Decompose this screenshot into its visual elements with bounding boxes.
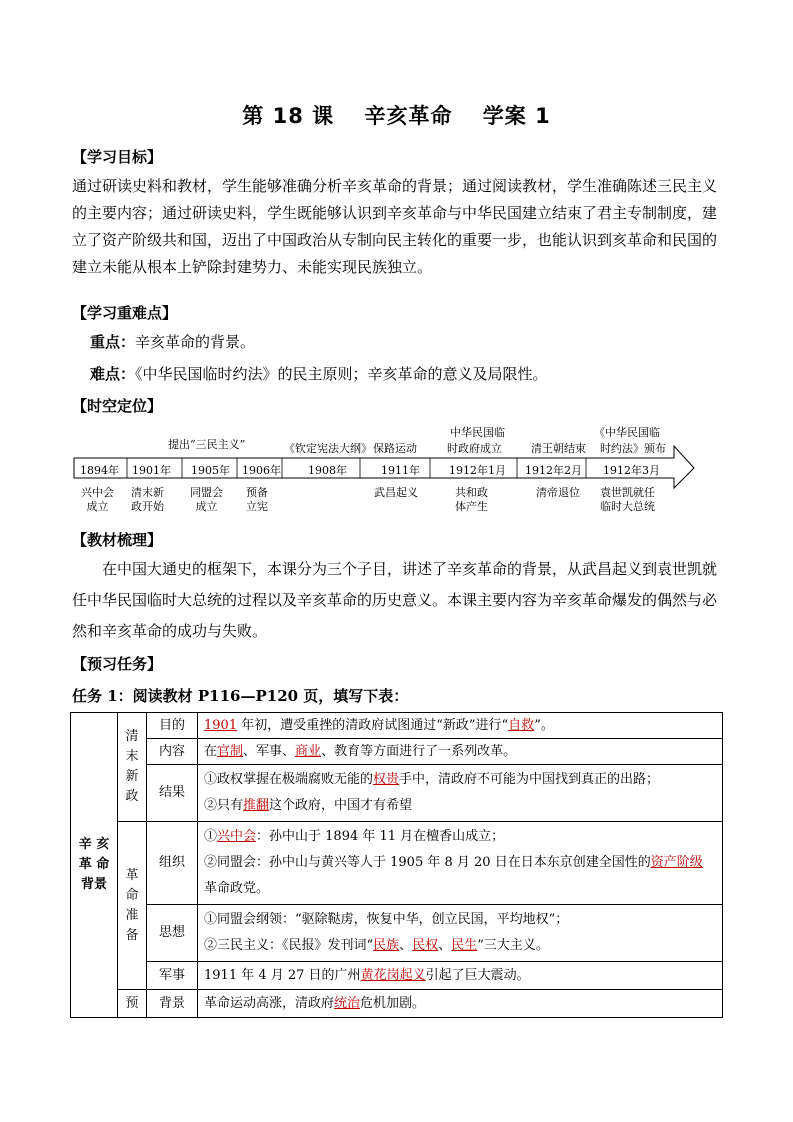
- timeline-event: 提出“三民主义”: [168, 438, 246, 451]
- background-table: [70, 712, 723, 1018]
- timeline-year: 1894年: [80, 464, 119, 477]
- timeline-event: 共和政 体产生: [455, 486, 488, 513]
- cell-thought: ①同盟会纲领：“驱除鞑虏，恢复中华，创立民国，平均地权”； ②三民主义：《民报》发刊词“民族、民权、民生”三大主义。: [198, 905, 723, 962]
- key-label: 重点：: [90, 333, 136, 351]
- timeline-event: 保路运动: [373, 442, 417, 455]
- outline-text: 在中国大通史的框架下，本课分为三个子目，讲述了辛亥革命的背景，从武昌起义到袁世凯就任中华民国临时大总统的过程以及辛亥革命的历史意义。本课主要内容为辛亥革命爆发的偶然与必然和辛亥革命的成功与失败。: [72, 560, 718, 640]
- timeline-event: 兴中会 成立: [81, 486, 114, 513]
- timeline-event: 清帝退位: [536, 486, 580, 499]
- timeline-year: 1912年1月: [449, 464, 506, 477]
- group-revolution-prep: 革 命 准 备: [118, 822, 147, 990]
- label-thought: 思想: [147, 905, 198, 962]
- objectives-text: 通过研读史料和教材，学生能够准确分析辛亥革命的背景；通过阅读教材，学生准确陈述三民主义的主要内容；通过研读史料，学生既能够认识到辛亥革命与中华民国建立结束了君主专制制度，建立了资产阶级共和国，迈出了中国政治从专制向民主转化的重要一步，也能认识到亥革命和民国的建立未能从根本上铲除封建势力、未能实现民族独立。: [72, 177, 718, 276]
- label-content: 内容: [147, 739, 198, 765]
- timeline-event: 《中华民国临: [594, 426, 660, 439]
- timeline-year: 1905年: [191, 464, 230, 477]
- key-point: [90, 331, 255, 352]
- timeline-heading: 【时空定位】: [72, 397, 163, 415]
- timeline-event: 中华民国临: [450, 426, 505, 439]
- cell-background: 革命运动高涨，清政府统治危机加剧。: [198, 990, 723, 1018]
- timeline-event: 袁世凯就任 临时大总统: [600, 486, 655, 513]
- diff-text: 《中华民国临时约法》的民主原则；辛亥革命的意义及局限性。: [135, 365, 548, 383]
- key-text: 辛亥革命的背景。: [135, 333, 256, 351]
- cell-result: ①政权掌握在极端腐败无能的权贵手中，清政府不可能为中国找到真正的出路； ②只有推翻这个政府，中国才有希望: [198, 765, 723, 822]
- group-new-policy: 清 末 新 政: [118, 713, 147, 822]
- group-prelude: 预: [118, 990, 147, 1018]
- cell-purpose: 1901 年初，遭受重挫的清政府试图通过“新政”进行“自救”。: [198, 713, 723, 739]
- label-background: 背景: [147, 990, 198, 1018]
- objectives-heading: 【学习目标】: [72, 148, 163, 166]
- label-organization: 组织: [147, 822, 198, 905]
- timeline-year: 1906年: [242, 464, 281, 477]
- cell-organization: ①兴中会：孙中山于 1894 年 11 月在檀香山成立； ②同盟会：孙中山与黄兴等人于 1905 年 8 月 20 日在日本东京创建全国性的资产阶级 革命政党。: [198, 822, 723, 905]
- timeline-year: 1911年: [381, 464, 420, 477]
- timeline-event: 时约法》颁布: [600, 442, 666, 455]
- label-military: 军事: [147, 962, 198, 990]
- cell-content: 在官制、军事、商业、教育等方面进行了一系列改革。: [198, 739, 723, 765]
- keypoints-heading: 【学习重难点】: [72, 304, 178, 322]
- timeline-event: 清王朝结束: [531, 442, 586, 455]
- page-title: 第 18 课 辛亥革命 学案 1: [242, 104, 551, 128]
- label-purpose: 目的: [147, 713, 198, 739]
- diff-label: 难点：: [90, 365, 136, 383]
- preview-heading: 【预习任务】: [72, 655, 163, 673]
- timeline-event: 清末新 政开始: [131, 486, 164, 513]
- timeline-year: 1908年: [308, 464, 347, 477]
- difficult-point: [90, 363, 548, 384]
- timeline-event: 同盟会 成立: [190, 486, 223, 513]
- row-head: 辛 亥 革 命 背景: [71, 713, 118, 1018]
- label-result: 结果: [147, 765, 198, 822]
- timeline-year: 1901年: [132, 464, 171, 477]
- timeline-event: 预备 立宪: [246, 486, 268, 513]
- timeline-year: 1912年2月: [525, 464, 582, 477]
- cell-military: 1911 年 4 月 27 日的广州黄花岗起义引起了巨大震动。: [198, 962, 723, 990]
- timeline-event: 时政府成立: [447, 442, 502, 455]
- timeline-event: 《钦定宪法大纲》: [284, 442, 372, 455]
- timeline-event: 武昌起义: [374, 486, 418, 499]
- outline-heading: 【教材梳理】: [72, 531, 163, 549]
- timeline-year: 1912年3月: [603, 464, 660, 477]
- task1-instruction: 任务 1：阅读教材 P116—P120 页，填写下表：: [72, 687, 409, 705]
